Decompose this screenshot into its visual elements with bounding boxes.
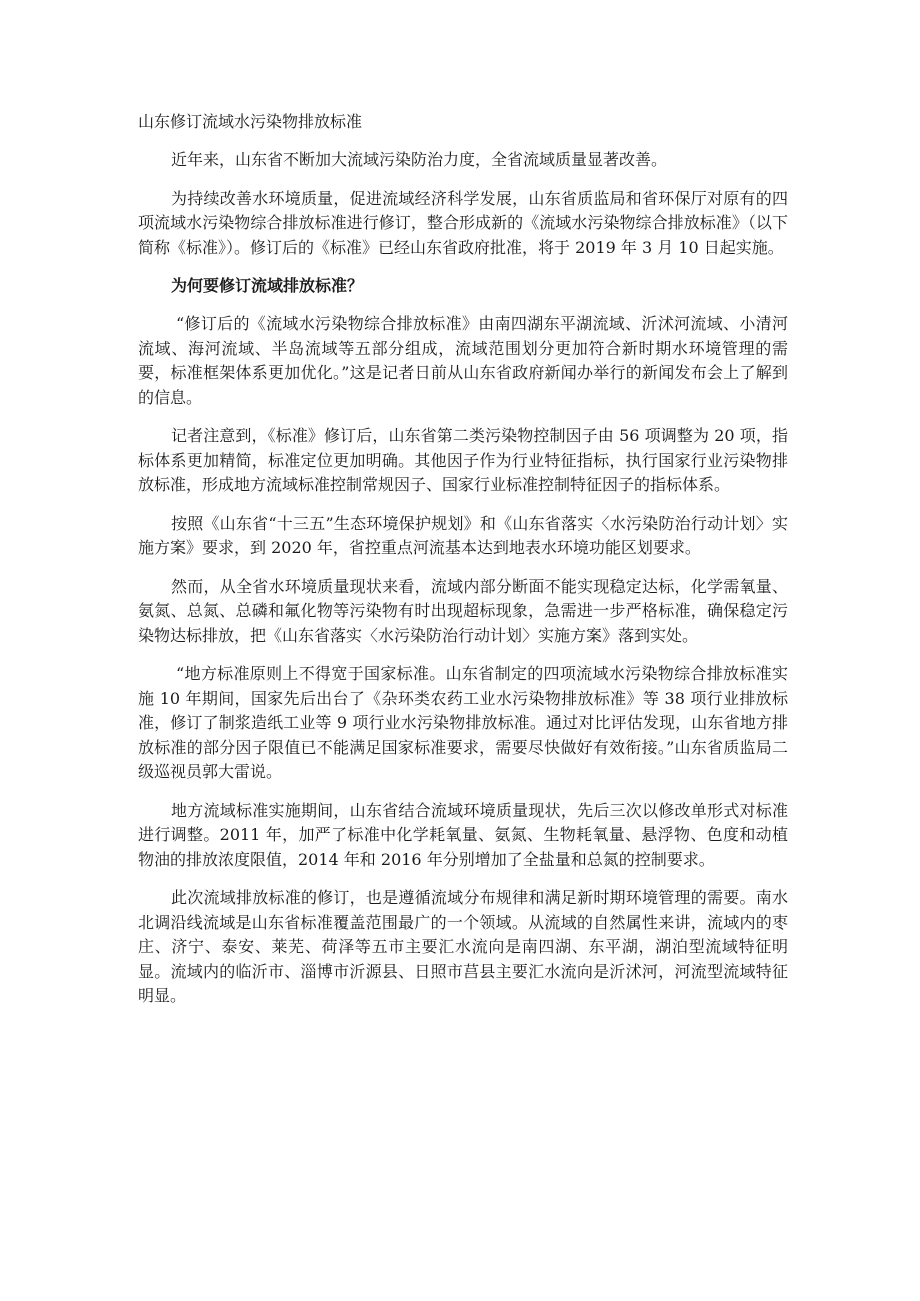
body-paragraph-1: “修订后的《流域水污染物综合排放标准》由南四湖东平湖流域、沂沭河流域、小清河流域、海河流域、半岛流域等五部分组成，流域范围划分更加符合新时期水环境管理的需要，标准框架体系更加优化。”这是记者日前从山东省政府新闻办举行的新闻发布会上了解到的信息。 xyxy=(138,314,788,407)
intro-paragraph-2: 为持续改善水环境质量，促进流域经济科学发展，山东省质监局和省环保厅对原有的四项流域水污染物综合排放标准进行修订，整合形成新的《流域水污染物综合排放标准》（以下简称《标准》）。修订后的《标准》已经山东省政府批准，将于 2019 年 3 月 10 日起实施。 xyxy=(138,188,788,257)
body-paragraph-7: 此次流域排放标准的修订，也是遵循流域分布规律和满足新时期环境管理的需要。南水北调沿线流域是山东省标准覆盖范围最广的一个领域。从流域的自然属性来讲，流域内的枣庄、济宁、泰安、莱芜、荷泽等五市主要汇水流向是南四湖、东平湖，湖泊型流域特征明显。流域内的临沂市、淄博市沂源县、日照市莒县主要汇水流向是沂沭河，河流型流域特征明显。 xyxy=(138,888,788,1005)
body-paragraph-6: 地方流域标准实施期间，山东省结合流域环境质量现状，先后三次以修改单形式对标准进行调整。2011 年，加严了标准中化学耗氧量、氨氮、生物耗氧量、悬浮物、色度和动植物油的排放浓度限值，2014 年和 2016 年分别增加了全盐量和总氮的控制要求。 xyxy=(138,800,788,869)
document-title: 山东修订流域水污染物排放标准 xyxy=(138,112,363,131)
body-paragraph-3: 按照《山东省“十三五”生态环境保护规划》和《山东省落实〈水污染防治行动计划〉实施方案》要求，到 2020 年，省控重点河流基本达到地表水环境功能区划要求。 xyxy=(138,513,788,557)
body-paragraph-4: 然而，从全省水环境质量现状来看，流域内部分断面不能实现稳定达标，化学需氧量、氨氮、总氮、总磷和氟化物等污染物有时出现超标现象，急需进一步严格标准，确保稳定污染物达标排放，把《山东省落实〈水污染防治行动计划〉实施方案》落到实处。 xyxy=(138,576,788,645)
document-page xyxy=(138,110,788,1023)
intro-paragraph-1: 近年来，山东省不断加大流域污染防治力度，全省流域质量显著改善。 xyxy=(171,150,668,169)
body-paragraph-2: 记者注意到，《标准》修订后，山东省第二类污染物控制因子由 56 项调整为 20 项，指标体系更加精简，标准定位更加明确。其他因子作为行业特征指标，执行国家行业污染物排放标准，形成地方流域标准控制常规因子、国家行业标准控制特征因子的指标体系。 xyxy=(138,426,788,494)
section-heading: 为何要修订流域排放标准？ xyxy=(171,276,364,295)
body-paragraph-5: “地方标准原则上不得宽于国家标准。山东省制定的四项流域水污染物综合排放标准实施 10 年期间，国家先后出台了《杂环类农药工业水污染物排放标准》等 38 项行业排放标准，修订了制浆造纸工业等 9 项行业水污染物排放标准。通过对比评估发现，山东省地方排放标准的部分因子限值已不能满足国家标准要求，需要尽快做好有效衔接。”山东省质监局二级巡视员郭大雷说。 xyxy=(138,664,788,781)
